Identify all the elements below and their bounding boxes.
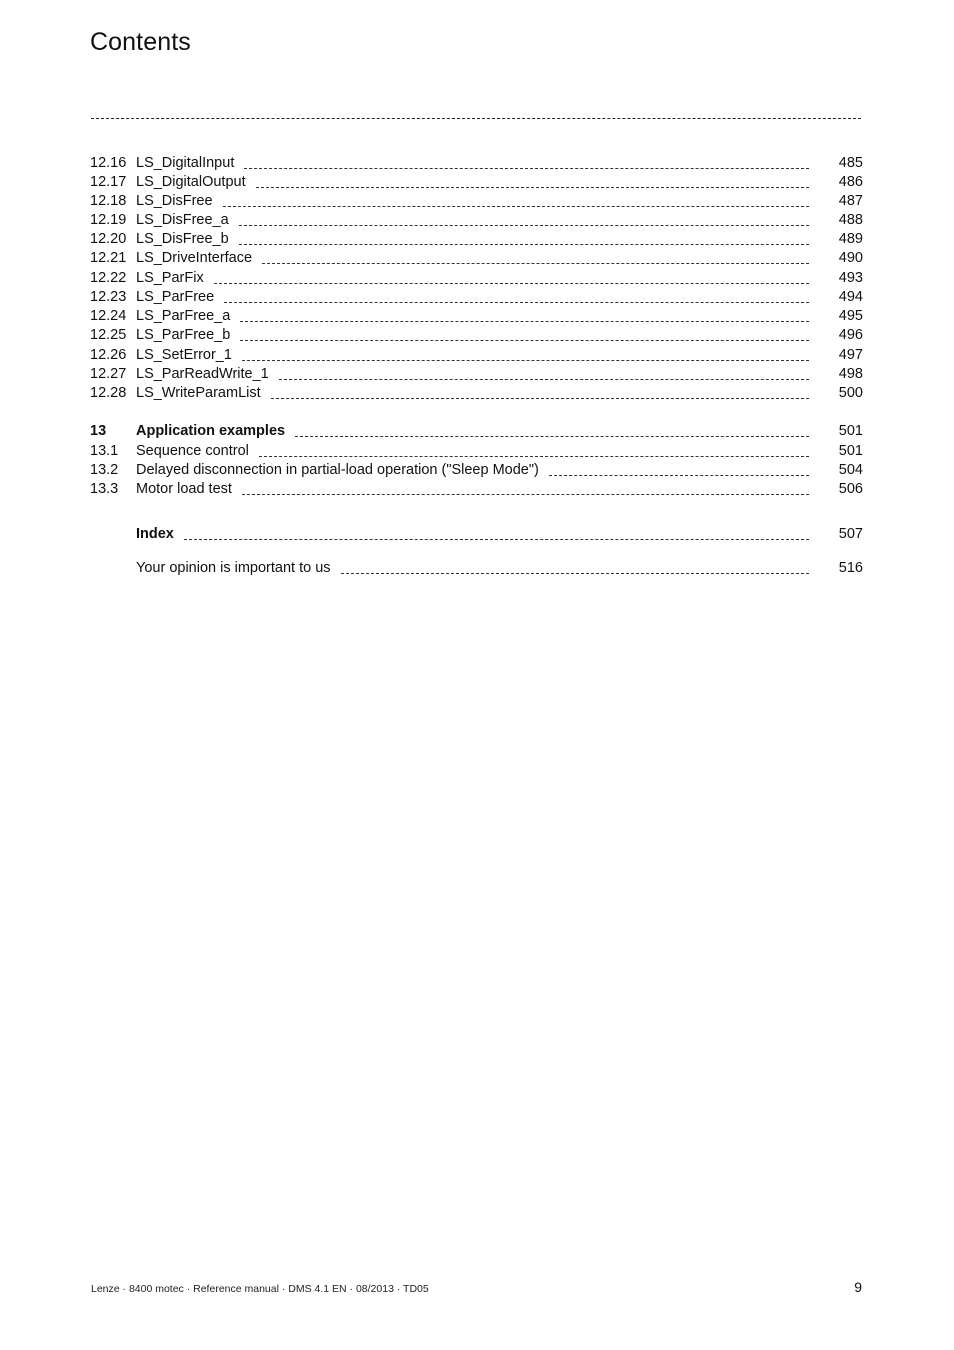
- toc-entry-page: 504: [838, 462, 863, 478]
- toc-entry[interactable]: [90, 525, 863, 544]
- toc-entry[interactable]: [90, 288, 863, 307]
- toc-entry-title: LS_WriteParamList: [136, 385, 261, 401]
- toc-leader-line: [295, 436, 809, 437]
- toc-leader-line: [341, 573, 809, 574]
- toc-entry-number: 13.2: [90, 462, 119, 478]
- toc-entry-title: LS_DisFree: [136, 193, 213, 209]
- toc-entry[interactable]: [90, 326, 863, 345]
- toc-entry-title: Delayed disconnection in partial-load operation ("Sleep Mode"): [136, 462, 539, 478]
- toc-entry-number: 12.26: [90, 347, 127, 363]
- toc-leader-line: [244, 168, 809, 169]
- toc-entry-number: 12.21: [90, 250, 127, 266]
- toc-entry-page: 507: [838, 526, 863, 542]
- toc-entry[interactable]: [90, 269, 863, 288]
- toc-entry-number: 13.3: [90, 481, 119, 497]
- toc-entry-title: LS_DisFree_a: [136, 212, 229, 228]
- toc-entry-title: LS_DisFree_b: [136, 231, 229, 247]
- toc-entry-number: 12.20: [90, 231, 127, 247]
- toc-entry-page: 487: [838, 193, 863, 209]
- toc-entry-page: 494: [838, 289, 863, 305]
- toc-entry[interactable]: [90, 307, 863, 326]
- toc-entry-number: 12.28: [90, 385, 127, 401]
- toc-entry-page: 500: [838, 385, 863, 401]
- toc-entry-page: 490: [838, 250, 863, 266]
- toc-entry-title: Your opinion is important to us: [136, 560, 331, 576]
- toc-entry-page: 485: [838, 155, 863, 171]
- toc-entry-title: LS_ParFree_a: [136, 308, 231, 324]
- toc-leader-line: [239, 244, 809, 245]
- toc-entry-number: 13.1: [90, 443, 119, 459]
- toc-entry-title: Sequence control: [136, 443, 249, 459]
- toc-entry-number: 12.23: [90, 289, 127, 305]
- toc-entry-page: 501: [838, 423, 863, 439]
- toc-leader-line: [239, 225, 809, 226]
- toc-entry-title: LS_ParFree: [136, 289, 215, 305]
- toc-entry-page: 488: [838, 212, 863, 228]
- toc-entry-number: 12.17: [90, 174, 127, 190]
- toc-entry-page: 486: [838, 174, 863, 190]
- toc-leader-line: [224, 302, 809, 303]
- toc-entry[interactable]: [90, 211, 863, 230]
- toc-entry-page: 506: [838, 481, 863, 497]
- toc-entry-page: 516: [838, 560, 863, 576]
- toc-entry[interactable]: [90, 442, 863, 461]
- toc-entry[interactable]: [90, 154, 863, 173]
- toc-entry-title: LS_DigitalOutput: [136, 174, 246, 190]
- page-title: Contents: [90, 28, 191, 56]
- toc-entry[interactable]: [90, 461, 863, 480]
- footer-page-number: 9: [854, 1279, 862, 1295]
- toc-entry[interactable]: [90, 422, 863, 441]
- toc-entry-page: 497: [838, 347, 863, 363]
- toc-entry[interactable]: [90, 480, 863, 499]
- toc-entry-page: 496: [838, 327, 863, 343]
- toc-leader-line: [256, 187, 809, 188]
- toc-entry-title: LS_ParFix: [136, 270, 204, 286]
- toc-leader-line: [549, 475, 809, 476]
- toc-entry[interactable]: [90, 230, 863, 249]
- toc-entry[interactable]: [90, 559, 863, 578]
- footer-document-info: Lenze · 8400 motec · Reference manual · DMS 4.1 EN · 08/2013 · TD05: [91, 1283, 429, 1295]
- toc-entry-title: LS_ParReadWrite_1: [136, 366, 269, 382]
- toc-entry[interactable]: [90, 365, 863, 384]
- toc-entry[interactable]: [90, 384, 863, 403]
- toc-entry-number: 13: [90, 423, 107, 439]
- toc-leader-line: [262, 263, 809, 264]
- toc-entry[interactable]: [90, 346, 863, 365]
- toc-entry-number: 12.19: [90, 212, 127, 228]
- toc-entry-title: LS_DriveInterface: [136, 250, 253, 266]
- toc-leader-line: [223, 206, 809, 207]
- toc-leader-line: [271, 398, 809, 399]
- toc-leader-line: [240, 321, 809, 322]
- toc-entry-title: Motor load test: [136, 481, 232, 497]
- toc-leader-line: [184, 539, 809, 540]
- toc-entry-title: Application examples: [136, 423, 286, 439]
- toc-entry-page: 493: [838, 270, 863, 286]
- toc-entry-title: LS_SetError_1: [136, 347, 232, 363]
- toc-leader-line: [242, 360, 809, 361]
- toc-leader-line: [214, 283, 809, 284]
- toc-entry-title: Index: [136, 526, 174, 542]
- toc-entry-page: 495: [838, 308, 863, 324]
- toc-entry-page: 501: [838, 443, 863, 459]
- toc-leader-line: [279, 379, 809, 380]
- toc-entry-number: 12.22: [90, 270, 127, 286]
- toc-entry-number: 12.27: [90, 366, 127, 382]
- toc-entry[interactable]: [90, 192, 863, 211]
- toc-entry-title: LS_ParFree_b: [136, 327, 231, 343]
- toc-leader-line: [242, 494, 809, 495]
- toc-entry[interactable]: [90, 249, 863, 268]
- toc-leader-line: [259, 456, 809, 457]
- toc-entry[interactable]: [90, 173, 863, 192]
- toc-leader-line: [240, 340, 809, 341]
- toc-entry-page: 489: [838, 231, 863, 247]
- toc-entry-page: 498: [838, 366, 863, 382]
- toc-entry-title: LS_DigitalInput: [136, 155, 235, 171]
- toc-entry-number: 12.25: [90, 327, 127, 343]
- toc-entry-number: 12.24: [90, 308, 127, 324]
- toc-entry-number: 12.18: [90, 193, 127, 209]
- toc-entry-number: 12.16: [90, 155, 127, 171]
